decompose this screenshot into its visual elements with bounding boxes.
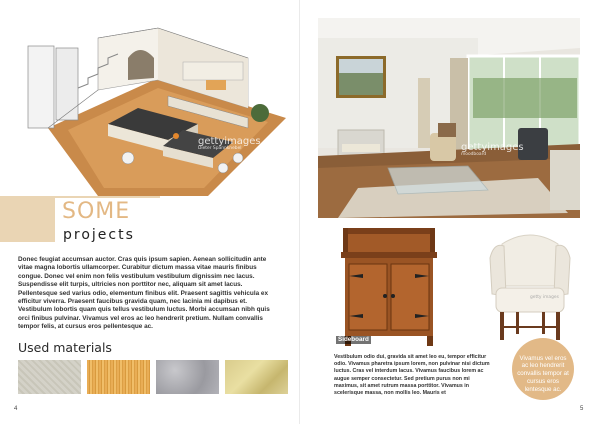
quote-text: Vivamus vel eros ac leo hendrerit convallis tempor at cursus eros lentesque ac. [517,354,569,393]
watermark-credit-room: moodboard [461,152,487,157]
materials-swatches [18,360,288,394]
right-page [300,0,600,424]
materials-heading: Used materials [18,340,112,355]
getty-watermark-room [461,142,524,157]
getty-watermark [198,136,261,151]
watermark-credit: Dieter Spannknebel [198,146,242,151]
wingback-chair-image [480,224,580,346]
quote-bubble [512,338,574,400]
watermark-brand: gettyimages [198,136,261,147]
material-swatch-stone [156,360,219,394]
section-title-primary: SOME [62,199,131,224]
title-accent-band [0,196,55,242]
sideboard-caption: Sideboard [338,336,369,343]
page-number-right: 5 [580,406,584,412]
material-swatch-weave [18,360,81,394]
material-swatch-gold [225,360,288,394]
chair-credit: getty images [530,295,559,300]
kitchen-render-image [8,18,286,196]
getty-watermark-chair [530,296,559,300]
watermark-brand-room: gettyimages [461,142,524,153]
right-body-text: Vestibulum odio dui, gravida sit amet leo eu, tempor efficitur odio. Vivamus pharetra ipsum lorem, non pulvinar nisi dictum luctus. Cras vel interdum lacus. Vivamus faucibus lorem ac augue semper consectetur. Sed pretium purus non mi maximus, sit amet rutrum massa porttitor. Vivamus in scelerisque massa, non mollis leo. Mauris et [334,354,490,397]
living-room-image [318,18,580,218]
title-accent-line [55,196,160,198]
page-number-left: 4 [14,406,18,412]
section-title-secondary: projects [63,227,135,243]
sideboard-image [335,224,443,346]
material-swatch-wood [87,360,150,394]
left-body-text: Donec feugiat accumsan auctor. Cras quis ipsum sapien. Aenean sollicitudin ante vitae magna lobortis ullamcorper. Curabitur dictum massa vitae mauris finibus congue. Donec vel enim non felis vestibulum vestibulum dignissim nec lacus. Suspendisse elit turpis, ultricies non porttitor nec, aliquam sit amet lacus. Pellentesque sed varius odio, elementum finibus elit. Praesent sagittis vehicula ex efficitur viverra. Praesent faucibus gravida quam, nec lacinia mi dapibus et. Vestibulum lobortis quam quis tellus vestibulum luctus. Morbi accumsan nibh quis orci finibus pulvinar. Vivamus vel eros ac leo hendrerit pretium. Nullam convallis tempor felis, at cursus eros pellentesque ac. [18,256,270,331]
